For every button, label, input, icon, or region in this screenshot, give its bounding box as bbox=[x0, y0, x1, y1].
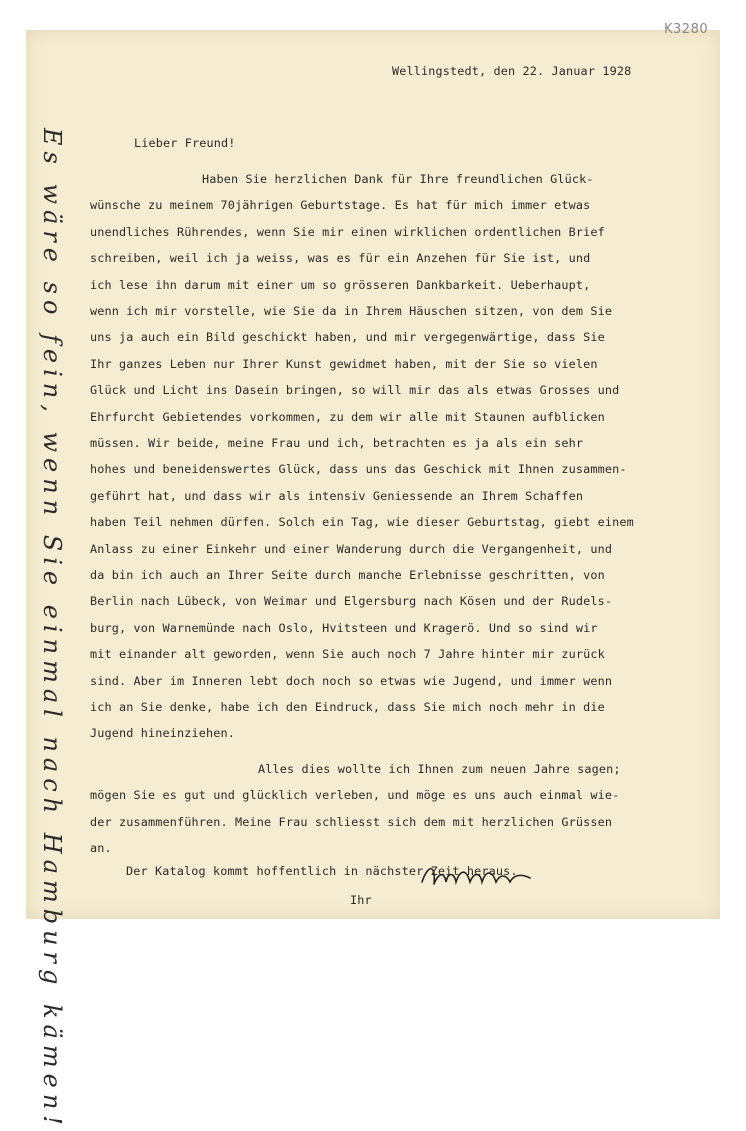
body-line: Berlin nach Lübeck, von Weimar und Elgersburg nach Kösen und der Rudels- bbox=[90, 594, 613, 609]
body-line: hohes und beneidenswertes Glück, dass uns das Geschick mit Ihnen zusammen- bbox=[90, 462, 627, 477]
body-line: uns ja auch ein Bild geschickt haben, und mir vergegenwärtige, dass Sie bbox=[90, 330, 605, 345]
body-line: geführt hat, und dass wir als intensiv Geniessende an Ihrem Schaffen bbox=[90, 488, 584, 503]
closing-line: Alles dies wollte ich Ihnen zum neuen Jahre sagen; bbox=[258, 762, 621, 776]
body-line: Anlass zu einer Einkehr und einer Wanderung durch die Vergangenheit, und bbox=[90, 541, 613, 556]
body-line: müssen. Wir beide, meine Frau und ich, betrachten es ja als ein sehr bbox=[90, 436, 584, 450]
body-line: da bin ich auch an Ihrer Seite durch manche Erlebnisse geschritten, von bbox=[90, 568, 605, 582]
body-line: Ihr ganzes Leben nur Ihrer Kunst gewidmet haben, mit der Sie so vielen bbox=[90, 356, 598, 371]
body-line: burg, von Warnemünde nach Oslo, Hvitsteen und Kragerö. Und so sind wir bbox=[90, 620, 598, 635]
postscript: Der Katalog kommt hoffentlich in nächster Zeit heraus. bbox=[126, 864, 518, 878]
salutation: Lieber Freund! bbox=[134, 136, 236, 150]
body-line: unendliches Rührendes, wenn Sie mir einen wirklichen ordentlichen Brief bbox=[90, 224, 605, 239]
body-line: ich an Sie denke, habe ich den Eindruck, dass Sie mich noch mehr in die bbox=[90, 700, 605, 714]
body-line: Ehrfurcht Gebietendes vorkommen, zu dem wir alle mit Staunen aufblicken bbox=[90, 409, 605, 424]
body-line: mit einander alt geworden, wenn Sie auch noch 7 Jahre hinter mir zurück bbox=[90, 647, 605, 662]
body-line: wünsche zu meinem 70jährigen Geburtstage. Es hat für mich immer etwas bbox=[90, 198, 591, 213]
archive-number: K3280 bbox=[664, 22, 709, 37]
closing-line: der zusammenführen. Meine Frau schliesst sich dem mit herzlichen Grüssen bbox=[90, 814, 613, 829]
body-line: haben Teil nehmen dürfen. Solch ein Tag, wie dieser Geburtstag, giebt einem bbox=[90, 515, 634, 530]
body-line: ich lese ihn darum mit einer um so grösseren Dankbarkeit. Ueberhaupt, bbox=[90, 277, 591, 292]
handwritten-margin-note: Es wäre so fein, wenn Sie einmal nach Hamburg kämen! bbox=[38, 128, 66, 1131]
place-date: Wellingstedt, den 22. Januar 1928 bbox=[392, 64, 632, 78]
body-line: sind. Aber im Inneren lebt doch noch so etwas wie Jugend, und immer wenn bbox=[90, 673, 613, 688]
body-line: Glück und Licht ins Dasein bringen, so will mir das als etwas Grosses und bbox=[90, 383, 620, 398]
closing-line: an. bbox=[90, 841, 112, 856]
body-line: wenn ich mir vorstelle, wie Sie da in Ihrem Häuschen sitzen, von dem Sie bbox=[90, 304, 613, 318]
body-line: schreiben, weil ich ja weiss, was es für ein Anzehen für Sie ist, und bbox=[90, 251, 591, 266]
handwritten-signature bbox=[418, 860, 538, 894]
body-line: Jugend hineinziehen. bbox=[90, 726, 236, 741]
body-line: Haben Sie herzlichen Dank für Ihre freundlichen Glück- bbox=[202, 172, 594, 186]
closing-line: mögen Sie es gut und glücklich verleben, und möge es uns auch einmal wie- bbox=[90, 788, 620, 803]
valediction: Ihr bbox=[350, 893, 372, 907]
